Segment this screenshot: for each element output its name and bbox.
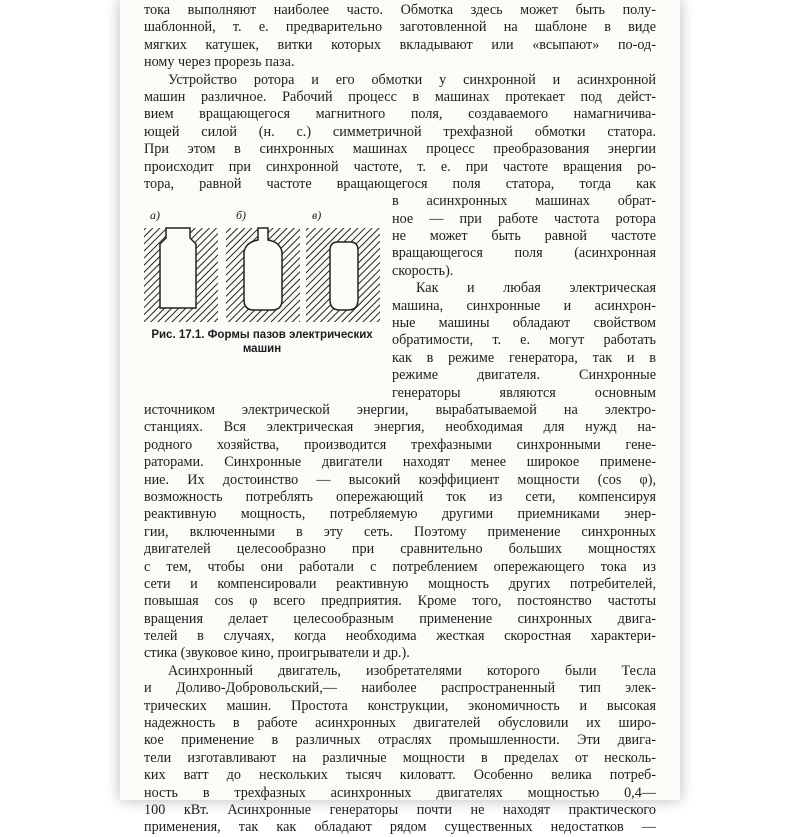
text-line: сети и компенсировали реактивную мощность других потребителей,: [144, 575, 656, 592]
text-line: возможность потреблять опережающий ток из сети, компенсируя: [144, 488, 656, 505]
text-line: обратимости, т. е. могут работать: [392, 332, 656, 349]
text-line: Устройство ротора и его обмотки у синхронной и асинхронной: [168, 71, 656, 88]
text-line: гии, включенными в эту сеть. Поэтому применение синхронных: [144, 523, 656, 540]
text-line: ние. Их достоинство — высокий коэффициент мощности (cos φ),: [144, 471, 656, 488]
text-line: вращения делает целесообразным применение синхронных двига-: [144, 610, 656, 627]
text-line: кое применение в различных отраслях промышленности. Эти двига-: [144, 732, 656, 749]
text-line: ному через прорезь паза.: [144, 54, 295, 71]
text-line: и Доливо-Добровольский,— наиболее распространенный тип элек-: [144, 680, 656, 697]
text-line: При этом в синхронных машинах процесс преобразования энергии: [144, 141, 656, 158]
text-line: ные машины обладают свойством: [392, 315, 656, 332]
text-line: мягких катушек, витки которых вкладывают или «всыпают» по-од-: [144, 36, 656, 53]
text-line: вращающегося поля (асинхронная: [392, 245, 656, 262]
text-line: генераторы являются основным: [392, 384, 656, 401]
text-line: в асинхронных машинах обрат-: [392, 193, 656, 210]
caption-line: Рис. 17.1. Формы пазов электрических: [151, 329, 373, 341]
text-line: раторами. Синхронные двигатели находят менее широкое примене-: [144, 454, 656, 471]
text-line: ющей силой (н. с.) симметричной трехфазной обмотки статора.: [144, 123, 656, 140]
slot-shapes-figure: [144, 208, 380, 358]
text-line: стика (звуковое кино, проигрыватели и др.).: [144, 645, 410, 662]
text-line: применения, так как обладают рядом существенных недостатков —: [144, 819, 656, 836]
figure-label-b: б): [236, 208, 247, 222]
text-line: ность в трехфазных асинхронных двигателях мощностью 0,4—: [144, 784, 656, 801]
figure-caption: [144, 328, 380, 356]
text-line: происходит при синхронной частоте, т. е. при частоте вращения ро-: [144, 158, 656, 175]
semi-closed-slot-shape: [226, 228, 300, 322]
text-line: вием вращающегося магнитного поля, создаваемого намагничива-: [144, 106, 656, 123]
text-line: режиме двигателя. Синхронные: [392, 367, 656, 384]
text-line: родного хозяйства, производится трехфазными синхронными гене-: [144, 436, 656, 453]
text-line: реактивную мощность, потребляемую другими приемниками энер-: [144, 506, 656, 523]
wrapped-text-column: [392, 193, 656, 402]
figure-label-a: а): [150, 208, 160, 222]
text-line: ких ватт до нескольких тысяч киловатт. Особенно велика потреб-: [144, 767, 656, 784]
text-line: тели изготавливают на различные мощности в пределах от несколь-: [144, 749, 656, 766]
text-line: ное — при работе частота ротора: [392, 210, 656, 227]
caption-line: машин: [242, 343, 282, 355]
text-line: надежность в работе асинхронных двигателей обусловили их широ-: [144, 715, 656, 732]
text-line: источником электрической энергии, вырабатываемой на электро-: [144, 401, 656, 418]
text-line: Как и любая электрическая: [416, 280, 656, 297]
text-line: двигателей целесообразно при сравнительно больших мощностях: [144, 541, 656, 558]
body-text: [144, 2, 656, 837]
text-line: Асинхронный двигатель, изобретателями которого были Тесла: [168, 662, 656, 679]
text-line: 100 кВт. Асинхронные генераторы почти не находят практического: [144, 801, 656, 818]
closed-slot-shape: [306, 228, 380, 322]
open-slot-shape: [144, 228, 218, 322]
text-line: станциях. Вся электрическая энергия, необходимая для нужд на-: [144, 419, 656, 436]
text-line: машина, синхронные и асинхрон-: [392, 297, 656, 314]
text-line: повышая cos φ всего предприятия. Кроме того, постоянство частоты: [144, 593, 656, 610]
text-line: шаблонной, т. е. предварительно заготовленной на шаблоне в виде: [144, 19, 656, 36]
text-line: не может быть равной частоте: [392, 228, 656, 245]
slot-shapes-drawing: [144, 222, 380, 334]
text-line: тока выполняют наиболее часто. Обмотка здесь может быть полу-: [144, 2, 656, 18]
text-line: телей в случаях, когда необходима жесткая скоростная характери-: [144, 628, 656, 645]
text-line: машин различное. Рабочий процесс в машинах протекает под дейст-: [144, 88, 656, 105]
text-line: как в режиме генератора, так и в: [392, 349, 656, 366]
text-line: трических машин. Простота конструкции, экономичность и высокая: [144, 697, 656, 714]
book-page: [120, 0, 680, 836]
figure-label-c: в): [312, 208, 322, 222]
text-line: тора, равной частоте вращающегося поля статора, тогда как: [144, 175, 656, 192]
text-line: скорость).: [392, 262, 454, 279]
text-line: с тем, чтобы они работали с потреблением опережающего тока из: [144, 558, 656, 575]
